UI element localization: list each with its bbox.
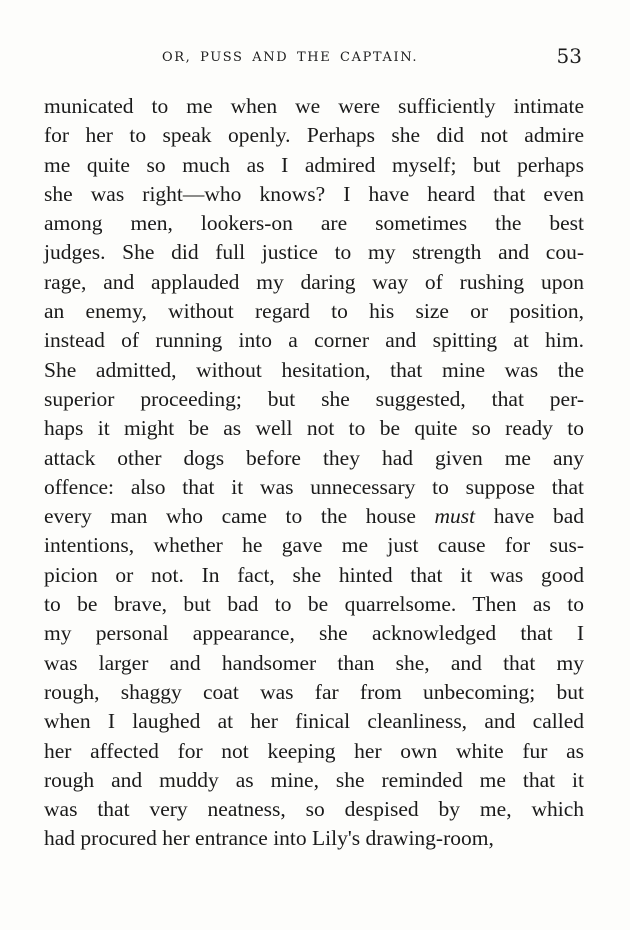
text-line: rough and muddy as mine, she reminded me that it <box>44 767 584 792</box>
text-line: instead of running into a corner and spitting at him. <box>44 328 584 353</box>
text-line: had procured her entrance into Lily's drawing-room, <box>44 826 494 851</box>
text-line: my personal appearance, she acknowledged that I <box>44 621 584 646</box>
text-line: was larger and handsomer than she, and that my <box>44 650 584 675</box>
italic-emphasis: must <box>434 504 476 529</box>
text-line: she was right—who knows? I have heard that even <box>44 181 584 206</box>
text-line: rough, shaggy coat was far from unbecoming; but <box>44 679 584 704</box>
text-line: an enemy, without regard to his size or position, <box>44 299 584 324</box>
text-line: offence: also that it was unnecessary to suppose that <box>44 474 584 499</box>
text-line-with-italic <box>44 502 584 531</box>
running-title: OR, PUSS AND THE CAPTAIN. <box>162 50 419 65</box>
text-line: She admitted, without hesitation, that mine was the <box>44 357 584 382</box>
text-line: was that very neatness, so despised by me, which <box>44 797 584 822</box>
page-number: 53 <box>556 44 582 68</box>
text-line: to be brave, but bad to be quarrelsome. Then as to <box>44 592 584 617</box>
text-line: municated to me when we were sufficiently intimate <box>44 94 584 118</box>
text-segment: every man who came to the house <box>44 504 435 529</box>
text-line: judges. She did full justice to my strength and cou- <box>44 240 584 265</box>
body-text <box>44 92 584 854</box>
text-line: haps it might be as well not to be quite so ready to <box>44 416 584 441</box>
text-segment: have bad <box>475 504 584 529</box>
text-line: intentions, whether he gave me just cause for sus- <box>44 533 584 558</box>
text-line: picion or not. In fact, she hinted that it was good <box>44 562 584 587</box>
text-line: her affected for not keeping her own white fur as <box>44 738 584 763</box>
page-header <box>44 44 584 74</box>
text-line: superior proceeding; but she suggested, that per- <box>44 386 584 411</box>
text-line: me quite so much as I admired myself; but perhaps <box>44 152 584 177</box>
text-line: among men, lookers-on are sometimes the best <box>44 211 584 236</box>
text-line: for her to speak openly. Perhaps she did not admire <box>44 123 584 148</box>
text-line: attack other dogs before they had given me any <box>44 445 584 470</box>
text-line: when I laughed at her finical cleanliness, and called <box>44 709 584 734</box>
text-line: rage, and applauded my daring way of rushing upon <box>44 269 584 294</box>
